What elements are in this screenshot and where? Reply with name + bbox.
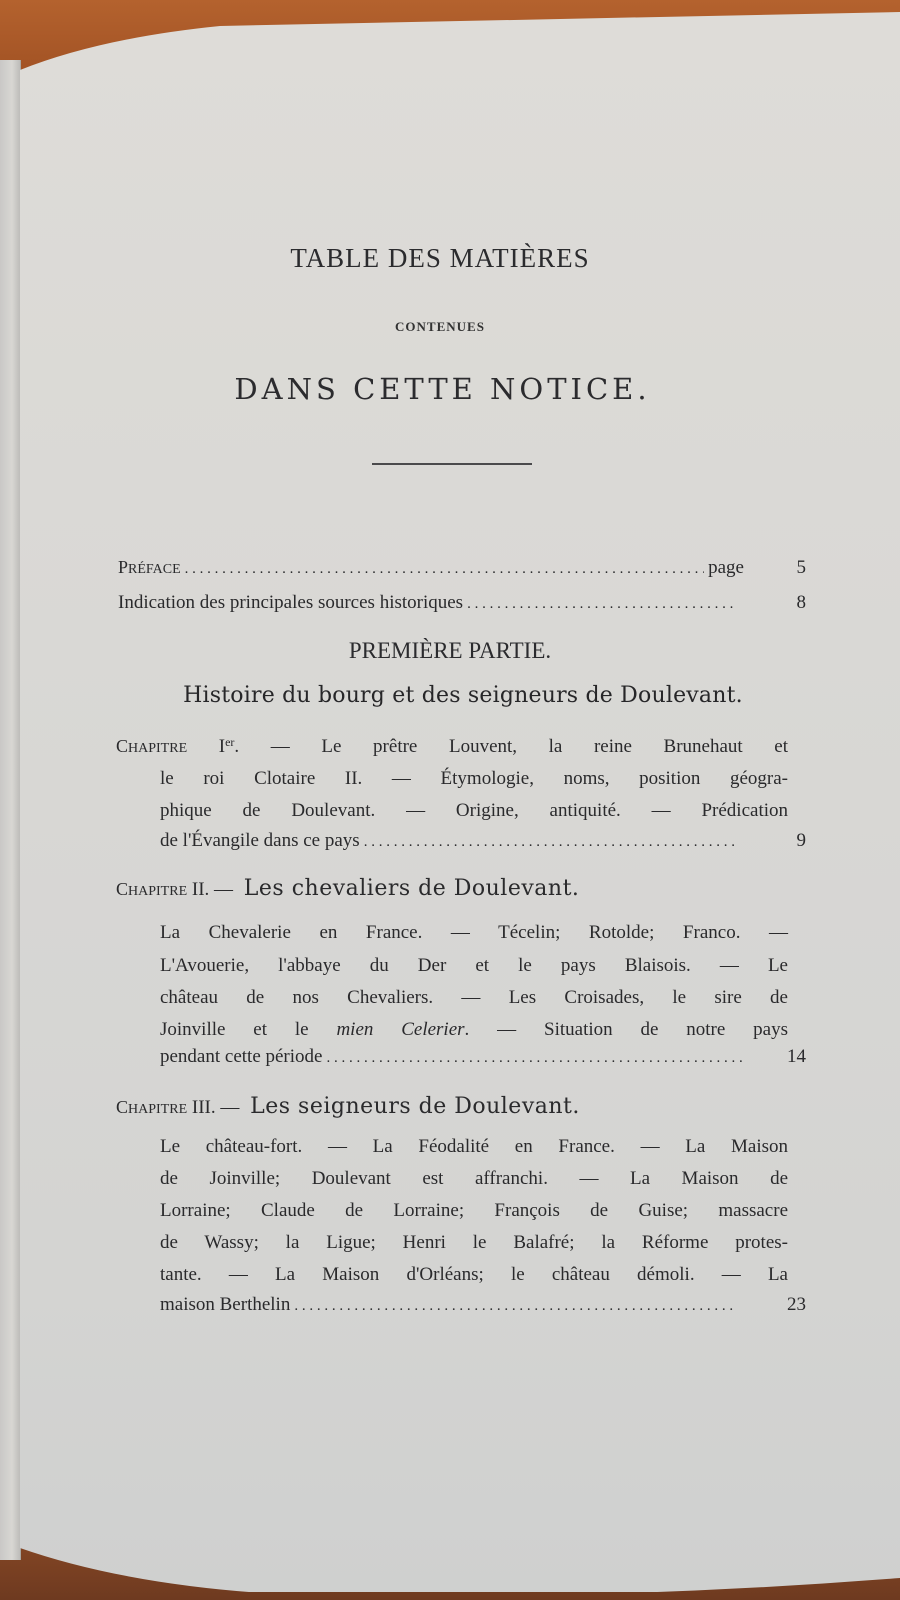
small-caps-rest: HAPITRE xyxy=(128,884,188,899)
chapter-3-heading xyxy=(116,1094,580,1119)
dot-leader xyxy=(326,1050,746,1067)
chapter-3-line-2: de Joinville; Doulevant est affranchi. — La Maison de xyxy=(160,1168,788,1189)
page-number: 5 xyxy=(796,557,806,578)
toc-entry-label: maison Berthelin xyxy=(160,1294,291,1315)
page-number: 8 xyxy=(796,592,806,613)
chapter-title: Les chevaliers de Doulevant. xyxy=(243,876,580,901)
chapter-2-line-1: La Chevalerie en France. — Técelin; Rotolde; Franco. — xyxy=(160,922,788,943)
page-subtitle-large: DANS CETTE NOTICE. xyxy=(234,372,651,406)
chapter-3-last-line xyxy=(160,1294,806,1316)
chapter-number: III. — xyxy=(191,1097,240,1118)
dot-leader xyxy=(364,834,734,851)
small-caps-rest: RÉFACE xyxy=(128,562,181,577)
dot-leader xyxy=(294,1298,736,1315)
dot-leader xyxy=(185,561,704,578)
toc-entry-label: Indication des principales sources historiques xyxy=(118,592,464,613)
part-subheading: Histoire du bourg et des seigneurs de Doulevant. xyxy=(183,683,743,708)
dot-leader xyxy=(467,596,738,613)
chapter-3-line-5: tante. — La Maison d'Orléans; le château démoli. — La xyxy=(160,1264,788,1285)
chapter-2-line-4 xyxy=(160,1019,788,1041)
chapter-number: I xyxy=(218,736,226,757)
page-title: TABLE DES MATIÈRES xyxy=(290,243,590,273)
chapter-text: Joinville et le xyxy=(160,1019,337,1040)
chapter-number-sup: er xyxy=(225,735,235,749)
chapter-1-line-3: phique de Doulevant. — Origine, antiquité. — Prédication xyxy=(160,800,788,821)
title-divider xyxy=(372,463,532,465)
chapter-text: — Le prêtre Louvent, la reine Brunehaut et xyxy=(270,736,789,757)
small-caps-initial: P xyxy=(118,557,129,577)
page-number: 9 xyxy=(796,830,806,851)
chapter-title: Les seigneurs de Doulevant. xyxy=(250,1094,580,1119)
page-word: page xyxy=(708,557,744,578)
chapter-3-line-4: de Wassy; la Ligue; Henri le Balafré; la Réforme protes- xyxy=(160,1232,788,1253)
chapter-3-line-3: Lorraine; Claude de Lorraine; François de Guise; massacre xyxy=(160,1200,788,1221)
chapter-2-line-2: L'Avouerie, l'abbaye du Der et le pays Blaisois. — Le xyxy=(160,955,788,976)
small-caps-initial: C xyxy=(116,736,129,756)
chapter-number: II. — xyxy=(191,879,234,900)
chapter-1-line-1 xyxy=(116,735,788,758)
small-caps-rest: HAPITRE xyxy=(128,1102,188,1117)
small-caps-initial: C xyxy=(116,879,129,899)
page-number: 23 xyxy=(787,1294,806,1315)
toc-entry-sources xyxy=(118,592,806,614)
chapter-3-line-1: Le château-fort. — La Féodalité en France. — La Maison xyxy=(160,1136,788,1157)
chapter-2-line-3: château de nos Chevaliers. — Les Croisades, le sire de xyxy=(160,987,788,1008)
toc-entry-label xyxy=(118,557,181,579)
small-caps-rest: HAPITRE xyxy=(128,741,188,756)
toc-entry-label: pendant cette période xyxy=(160,1046,323,1067)
chapter-text: . — Situation de notre pays xyxy=(464,1019,788,1040)
small-caps-initial: C xyxy=(116,1097,129,1117)
part-heading: PREMIÈRE PARTIE. xyxy=(348,638,552,663)
page-number: 14 xyxy=(787,1046,806,1067)
toc-entry-preface xyxy=(118,557,806,579)
toc-entry-label: de l'Évangile dans ce pays xyxy=(160,830,360,851)
chapter-text-italic: mien Celerier xyxy=(336,1019,465,1040)
chapter-2-heading xyxy=(116,876,579,901)
page-subtitle-small: CONTENUES xyxy=(395,319,485,334)
chapter-2-last-line xyxy=(160,1046,806,1068)
chapter-1-line-2: le roi Clotaire II. — Étymologie, noms, position géogra- xyxy=(160,768,788,789)
chapter-1-last-line xyxy=(160,830,806,852)
chapter-label: CHAPITRE Ier. xyxy=(116,735,240,757)
